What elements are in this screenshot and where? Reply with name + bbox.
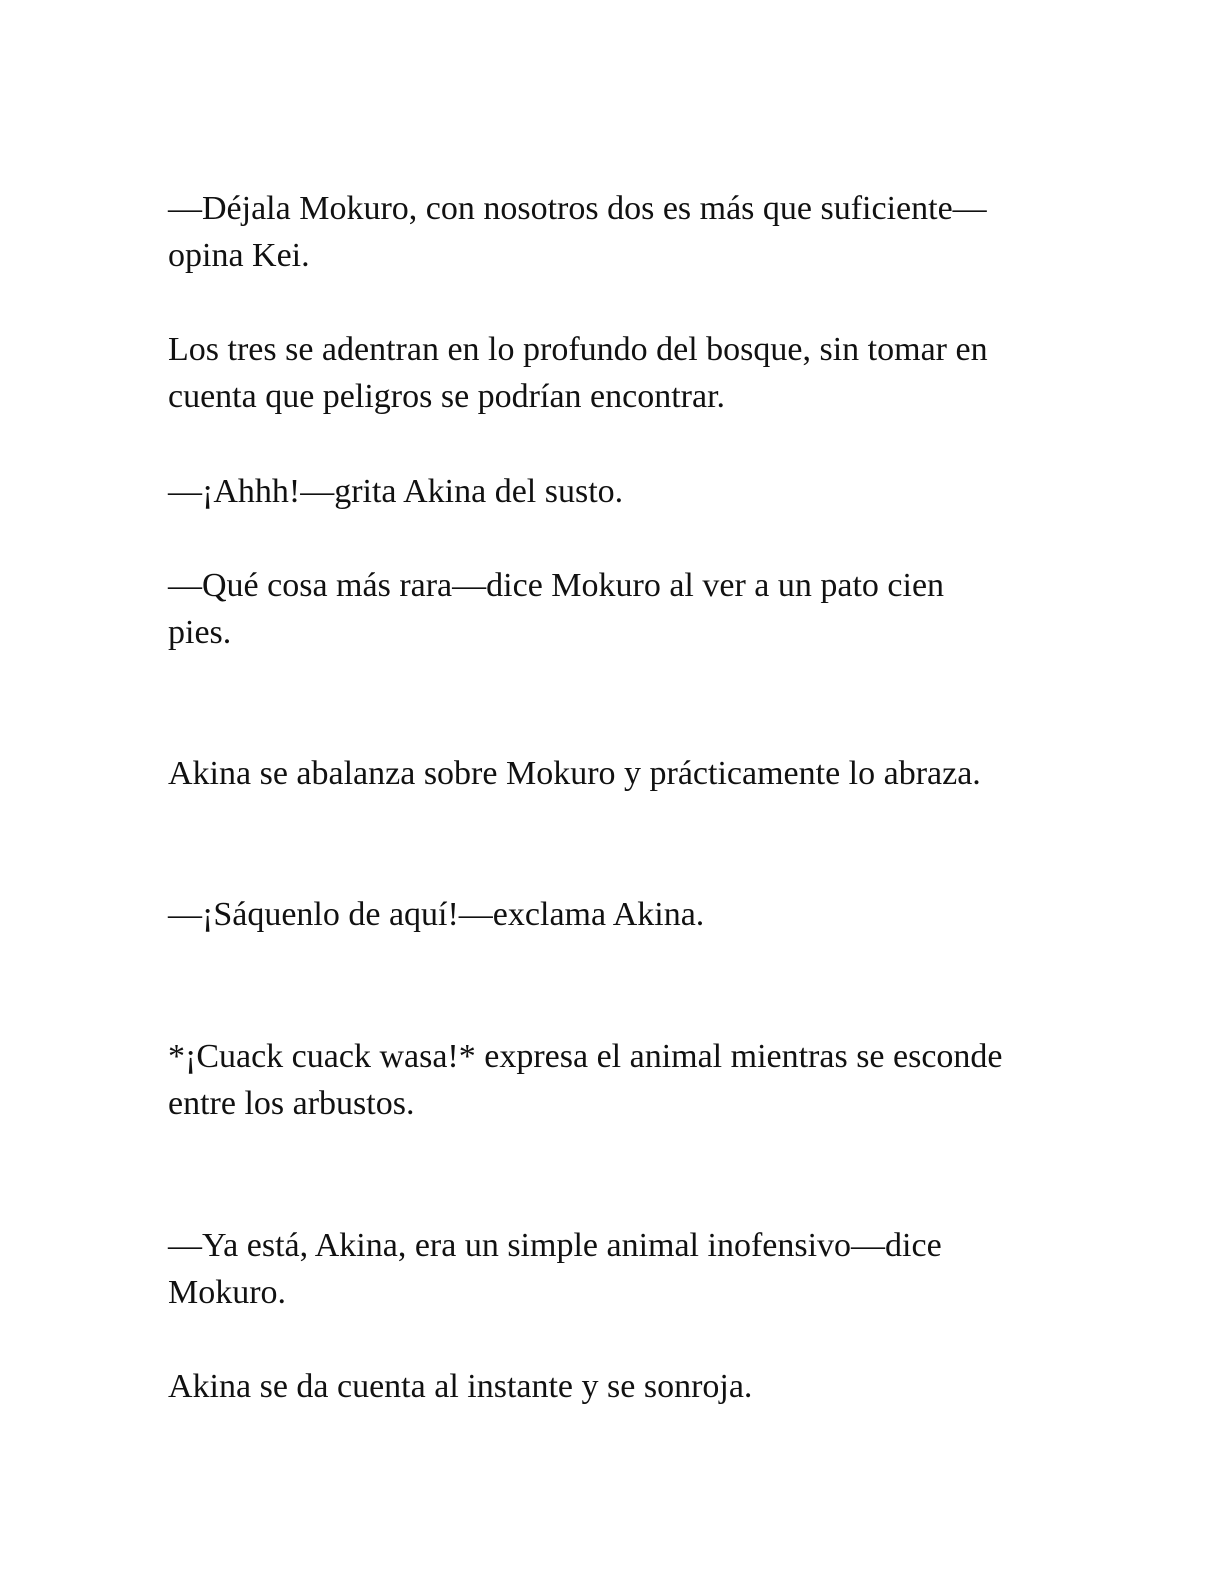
paragraph [168, 185, 1068, 279]
text-line: cuenta que peligros se podrían encontrar. [168, 378, 726, 415]
text-line: —¡Ahhh!—grita Akina del susto. [168, 473, 624, 510]
paragraph [168, 1363, 1068, 1410]
paragraph [168, 562, 1068, 656]
text-line: opina Kei. [168, 237, 310, 274]
paragraph [168, 750, 1068, 797]
text-line: Los tres se adentran en lo profundo del bosque, sin tomar en [168, 331, 988, 368]
paragraph [168, 1033, 1068, 1127]
text-line: Akina se abalanza sobre Mokuro y prácticamente lo abraza. [168, 755, 981, 792]
text-line: Mokuro. [168, 1274, 287, 1311]
paragraph [168, 326, 1068, 420]
paragraph [168, 468, 1068, 515]
text-line: pies. [168, 614, 232, 651]
text-line: —¡Sáquenlo de aquí!—exclama Akina. [168, 896, 705, 933]
text-line: —Ya está, Akina, era un simple animal inofensivo—dice [168, 1227, 942, 1264]
text-line: Akina se da cuenta al instante y se sonroja. [168, 1368, 753, 1405]
text-line: *¡Cuack cuack wasa!* expresa el animal mientras se esconde [168, 1038, 1003, 1075]
paragraph [168, 891, 1068, 938]
text-line: entre los arbustos. [168, 1085, 415, 1122]
text-line: —Déjala Mokuro, con nosotros dos es más que suficiente— [168, 190, 987, 227]
paragraph [168, 1222, 1068, 1316]
text-line: —Qué cosa más rara—dice Mokuro al ver a un pato cien [168, 567, 945, 604]
